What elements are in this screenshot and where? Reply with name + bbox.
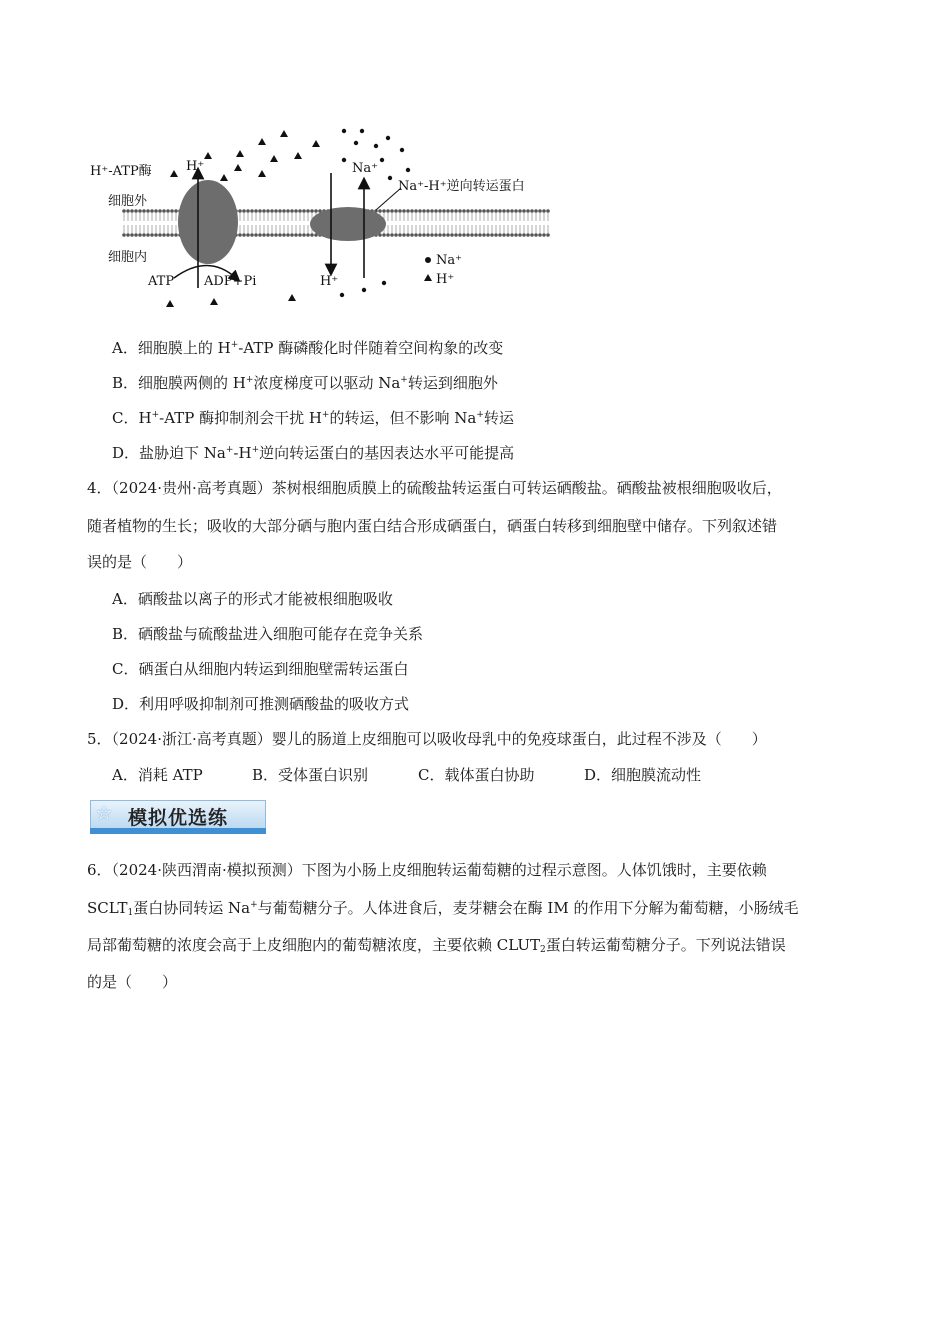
q4-option-a: A．硒酸盐以离子的形式才能被根细胞吸收 xyxy=(112,590,393,608)
star-icon: ☆ xyxy=(96,803,113,824)
label-h-top: H⁺ xyxy=(186,159,205,174)
label-outside: 细胞外 xyxy=(108,194,148,209)
q3-option-d: D．盐胁迫下 Na+-H+逆向转运蛋白的基因表达水平可能提高 xyxy=(112,444,515,462)
q4-option-d: D．利用呼吸抑制剂可推测硒酸盐的吸收方式 xyxy=(112,695,410,713)
q5-options xyxy=(112,765,812,785)
section-banner xyxy=(90,800,266,836)
q6-stem-line1: 6．（2024·陕西渭南·模拟预测）下图为小肠上皮细胞转运葡萄糖的过程示意图。人体饥饿时，主要依赖 xyxy=(87,861,767,879)
label-h-atpase: H⁺-ATP酶 xyxy=(90,164,152,179)
q5-option-a: A．消耗 ATP xyxy=(112,766,203,784)
membrane-transport-figure xyxy=(86,118,566,313)
legend-na-label: Na⁺ xyxy=(436,253,462,268)
legend-h-triangle xyxy=(424,274,432,281)
q4-option-c: C．硒蛋白从细胞内转运到细胞壁需转运蛋白 xyxy=(112,660,409,678)
q5-option-d: D．细胞膜流动性 xyxy=(584,766,702,784)
q4-option-b: B．硒酸盐与硫酸盐进入细胞可能存在竞争关系 xyxy=(112,625,424,643)
label-atp: ATP xyxy=(148,274,175,289)
antiporter-protein xyxy=(310,207,386,241)
q3-option-a: A．细胞膜上的 H+-ATP 酶磷酸化时伴随着空间构象的改变 xyxy=(112,339,504,357)
legend-h-label: H⁺ xyxy=(436,272,455,287)
h-atpase-protein xyxy=(178,180,238,264)
q5-stem: 5．（2024·浙江·高考真题）婴儿的肠道上皮细胞可以吸收母乳中的免疫球蛋白，此过程不涉及（ ） xyxy=(87,730,767,748)
label-inside: 细胞内 xyxy=(108,250,148,265)
q5-option-c: C．载体蛋白协助 xyxy=(418,766,535,784)
label-antiporter: Na⁺-H⁺逆向转运蛋白 xyxy=(398,179,525,194)
q6-stem-line2: $SCLT_1$蛋白协同转运 Na+与葡萄糖分子。人体进食后，麦芽糖会在酶 IM 的作用下分解为葡萄糖，小肠绒毛 xyxy=(87,899,799,918)
label-na-top: Na⁺ xyxy=(352,161,378,176)
q5-option-b: B．受体蛋白识别 xyxy=(252,766,369,784)
q6-stem-line4: 的是（ ） xyxy=(87,973,178,991)
q4-stem-line1: 4．（2024·贵州·高考真题）茶树根细胞质膜上的硫酸盐转运蛋白可转运硒酸盐。硒酸盐被根细胞吸收后， xyxy=(87,479,782,497)
q4-stem-line3: 误的是（ ） xyxy=(87,553,193,571)
ions-bottom xyxy=(166,281,386,307)
q6-stem-line3: 局部葡萄糖的浓度会高于上皮细胞内的葡萄糖浓度，主要依赖 $CLUT_2$蛋白转运葡萄糖分子。下列说法错误 xyxy=(87,936,786,955)
label-h-bottom: H⁺ xyxy=(320,274,339,289)
label-adp-pi: ADP+Pi xyxy=(204,274,257,289)
q3-option-c: C．H+-ATP 酶抑制剂会干扰 H+的转运，但不影响 Na+转运 xyxy=(112,409,514,427)
section-title: 模拟优选练 xyxy=(128,807,229,829)
q3-option-b: B．细胞膜两侧的 H+浓度梯度可以驱动 Na+转运到细胞外 xyxy=(112,374,498,392)
q4-stem-line2: 随者植物的生长；吸收的大部分硒与胞内蛋白结合形成硒蛋白，硒蛋白转移到细胞壁中储存。下列叙述错 xyxy=(87,517,778,535)
legend-na-dot xyxy=(425,257,431,263)
